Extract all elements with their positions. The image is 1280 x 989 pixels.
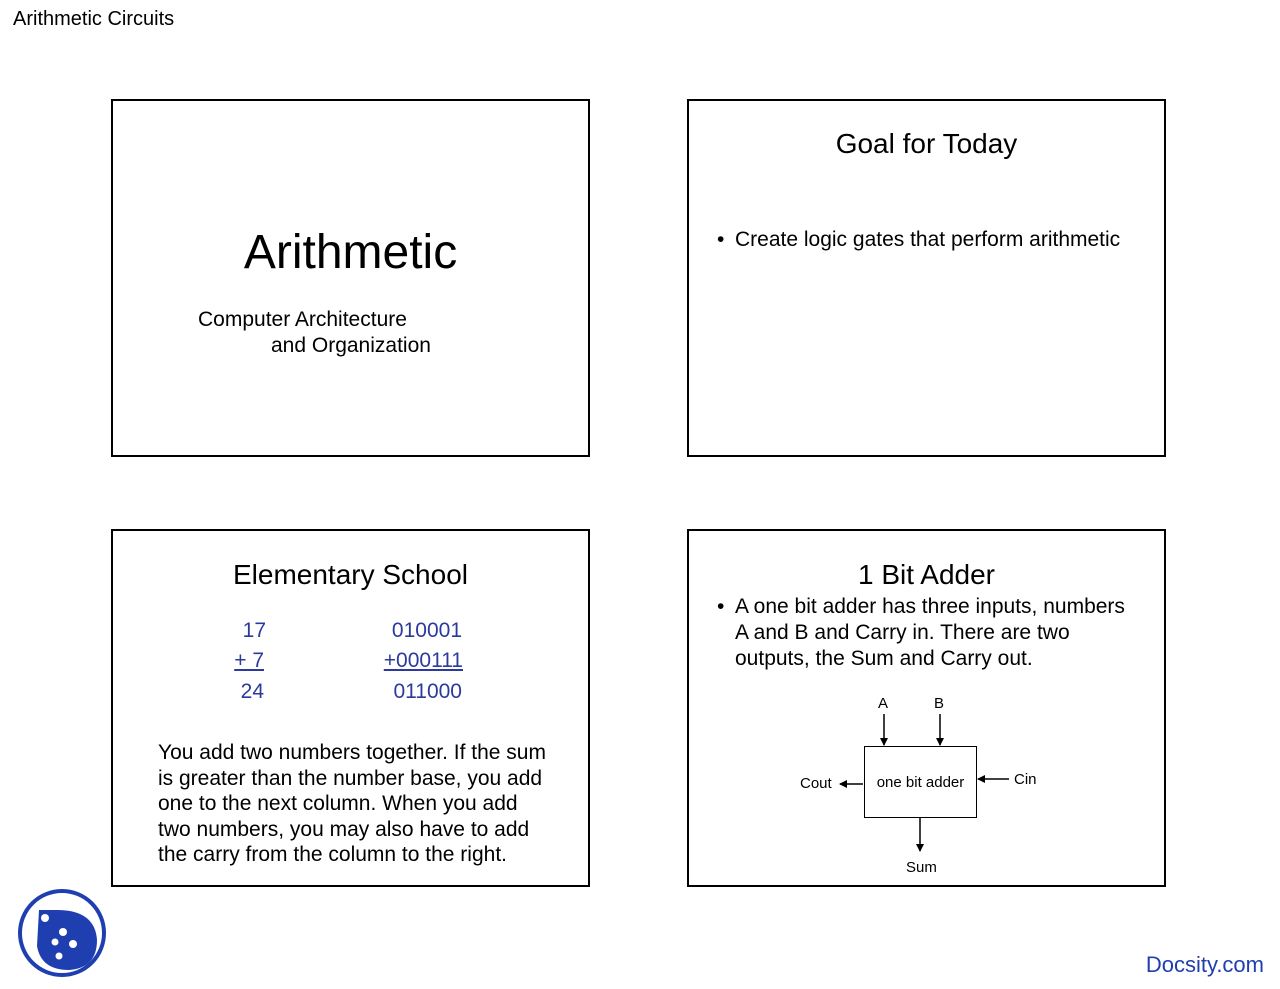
input-b-label: B <box>934 695 945 712</box>
docsity-logo[interactable] <box>17 888 107 983</box>
decimal-top-number: 17 <box>242 619 266 642</box>
slide-elementary-school <box>111 529 590 887</box>
decimal-result: 24 <box>240 680 264 703</box>
bullet-dot: • <box>717 228 725 251</box>
input-a-label: A <box>878 695 889 712</box>
slide-title: 1 Bit Adder <box>858 559 995 590</box>
slide-arithmetic <box>111 99 590 457</box>
one-bit-adder-box <box>864 746 977 818</box>
bullet-item <box>717 227 1121 253</box>
ladybug-logo-icon <box>17 888 107 978</box>
slide-subtitle-line1: Computer Architecture <box>198 308 407 331</box>
paragraph-line: the carry from the column to the right. <box>158 843 507 866</box>
binary-top-number: 010001 <box>391 619 462 642</box>
bullet-line: A one bit adder has three inputs, numbers <box>735 595 1125 618</box>
carry-in-label: Cin <box>1014 771 1037 788</box>
paragraph-line: one to the next column. When you add <box>158 792 518 815</box>
slide-1-bit-adder <box>687 529 1166 887</box>
paragraph-line: You add two numbers together. If the sum <box>158 741 546 764</box>
paragraph-line: two numbers, you may also have to add <box>158 817 530 841</box>
sum-label: Sum <box>906 859 937 876</box>
carry-out-label: Cout <box>800 775 832 792</box>
explanation-paragraph <box>158 740 578 868</box>
bullet-text: Create logic gates that perform arithmetic <box>735 228 1121 251</box>
document-title: Arithmetic Circuits <box>13 8 175 30</box>
adder-box-label: one bit adder <box>876 773 965 791</box>
slide-goal-for-today <box>687 99 1166 457</box>
bullet-line: A and B and Carry in. There are two <box>735 621 1070 644</box>
docsity-brand-link[interactable]: Docsity.com <box>1145 952 1264 977</box>
binary-addend: +000111 <box>383 649 463 672</box>
slide-title: Goal for Today <box>835 128 1018 159</box>
paragraph-line: is greater than the number base, you add <box>158 766 543 790</box>
slide-subtitle-line2: and Organization <box>271 334 431 357</box>
slide-title: Elementary School <box>232 559 468 590</box>
bullet-line: outputs, the Sum and Carry out. <box>735 647 1033 670</box>
bullet-dot: • <box>717 595 725 618</box>
binary-result: 011000 <box>393 680 462 703</box>
decimal-addend: + 7 <box>234 649 264 672</box>
adder-diagram-arrows <box>689 531 1168 889</box>
slide-title: Arithmetic <box>243 226 458 279</box>
